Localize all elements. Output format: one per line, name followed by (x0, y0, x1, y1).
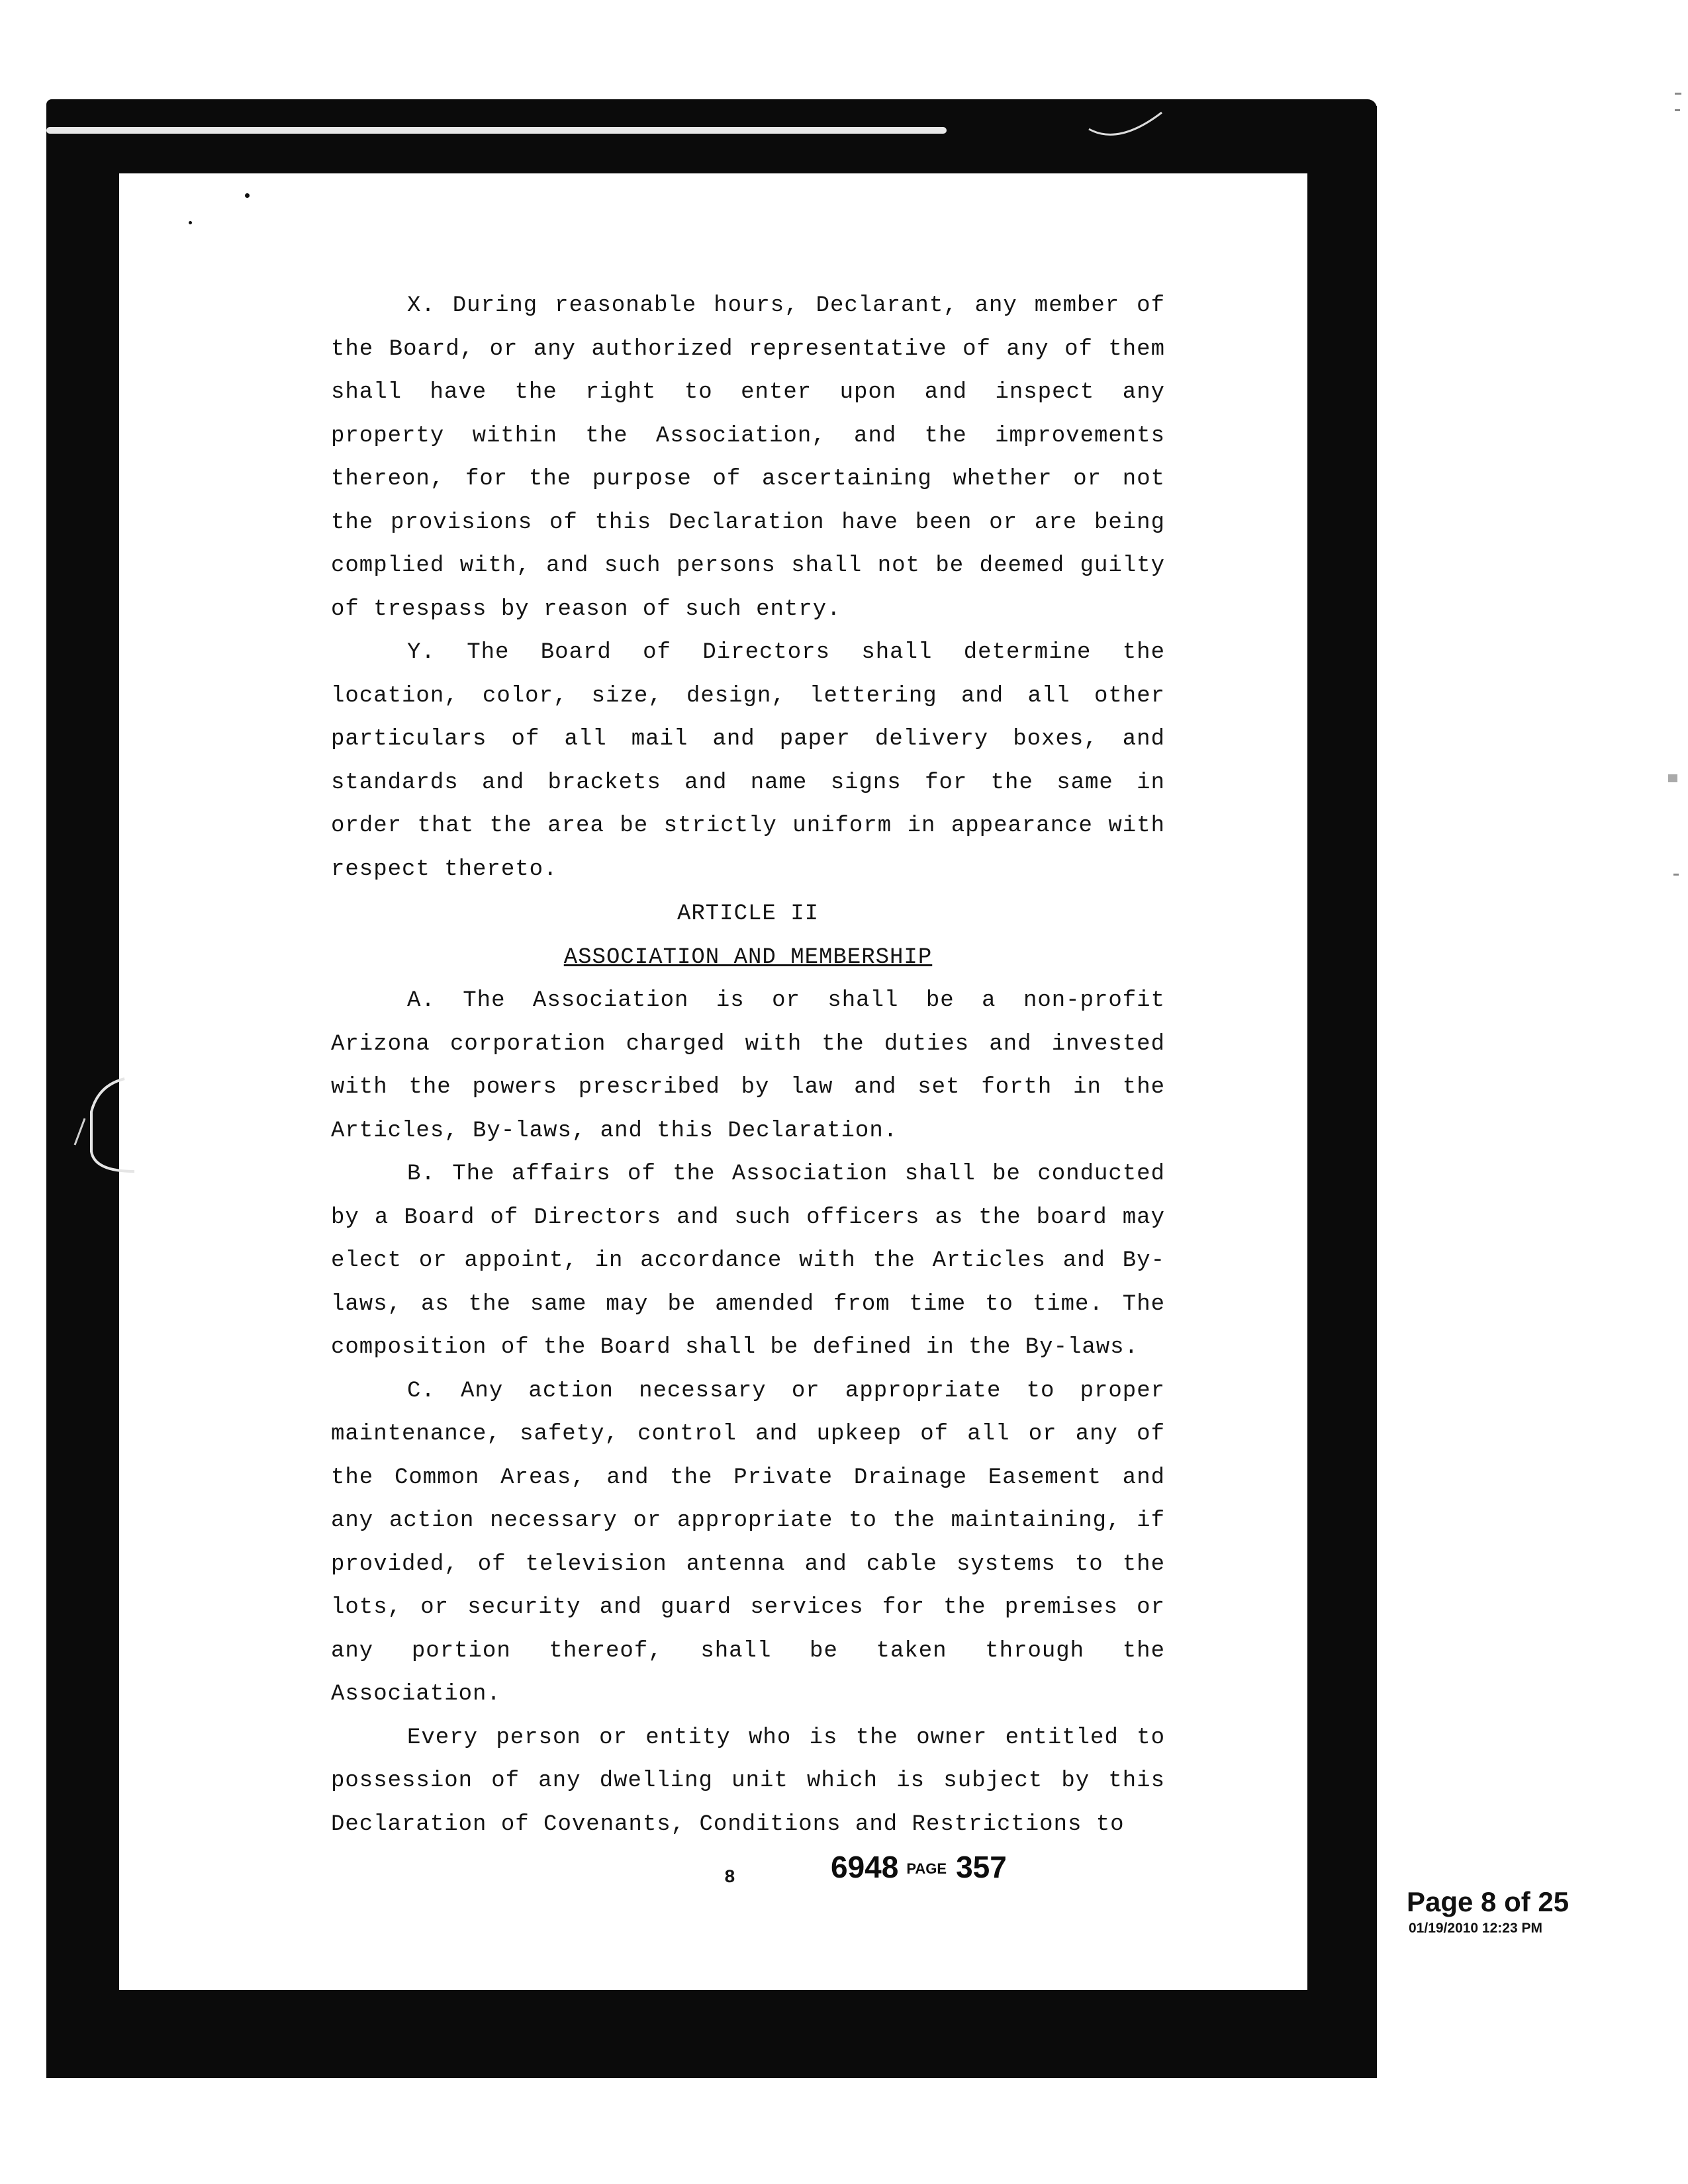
recording-stamp (831, 1849, 1007, 1885)
document-body (331, 285, 1165, 1846)
margin-tick (1675, 93, 1681, 95)
page-timestamp: 01/19/2010 12:23 PM (1409, 1921, 1542, 1936)
page-number: 8 (724, 1868, 735, 1888)
stamp-page-word: PAGE (906, 1860, 947, 1877)
bracket-mark (71, 1072, 144, 1185)
paper-speck (245, 193, 250, 198)
article-heading: ARTICLE II (677, 901, 820, 927)
paper-speck (189, 221, 192, 224)
stamp-page: 357 (956, 1850, 1007, 1884)
margin-tick (1673, 874, 1679, 876)
scan-curve-mark (1086, 109, 1165, 142)
stamp-book: 6948 (831, 1850, 899, 1884)
paragraph-y: Y. The Board of Directors shall determine the location, color, size, design, lettering and all other particulars of all mail and paper delivery boxes, and standards and brackets and name signs for the same in order that the area be strictly uniform in appearance with respect thereto. (331, 640, 1165, 882)
paragraph-every-person: Every person or entity who is the owner entitled to possession of any dwelling unit which is subject by this Declaration of Covenants, Conditions and Restrictions to (331, 1725, 1165, 1837)
article-title (331, 936, 1165, 980)
margin-tick (1668, 774, 1677, 782)
article-title-text: ASSOCIATION AND MEMBERSHIP (563, 944, 933, 970)
page-counter: Page 8 of 25 (1407, 1886, 1570, 1917)
paragraph-a: A. The Association is or shall be a non-profit Arizona corporation charged with the duties and invested with the powers prescribed by law and set forth in the Articles, By-laws, and this Declaration. (331, 988, 1165, 1144)
margin-tick (1675, 109, 1680, 111)
paragraph-x: X. During reasonable hours, Declarant, any member of the Board, or any authorized representative of any of them shall have the right to enter upon and inspect any property within the Association, and the improvements thereon, for the purpose of ascertaining whether or not the provisions of this Declaration have been or are being complied with, and such persons shall not be deemed guilty of trespass by reason of such entry. (331, 293, 1165, 622)
paragraph-b: B. The affairs of the Association shall be conducted by a Board of Directors and such officers as the board may elect or appoint, in accordance with the Articles and By-laws, as the same may be amended from time to time. The composition of the Board shall be defined in the By-laws. (331, 1161, 1165, 1360)
scan-highlight (46, 127, 947, 134)
paragraph-c: C. Any action necessary or appropriate to proper maintenance, safety, control and upkeep of all or any of the Common Areas, and the Private Drainage Easement and any action necessary or appropriate to the maintaining, if provided, of television antenna and cable systems to the lots, or security and guard services for the premises or any portion thereof, shall be taken through the Association. (331, 1378, 1165, 1707)
